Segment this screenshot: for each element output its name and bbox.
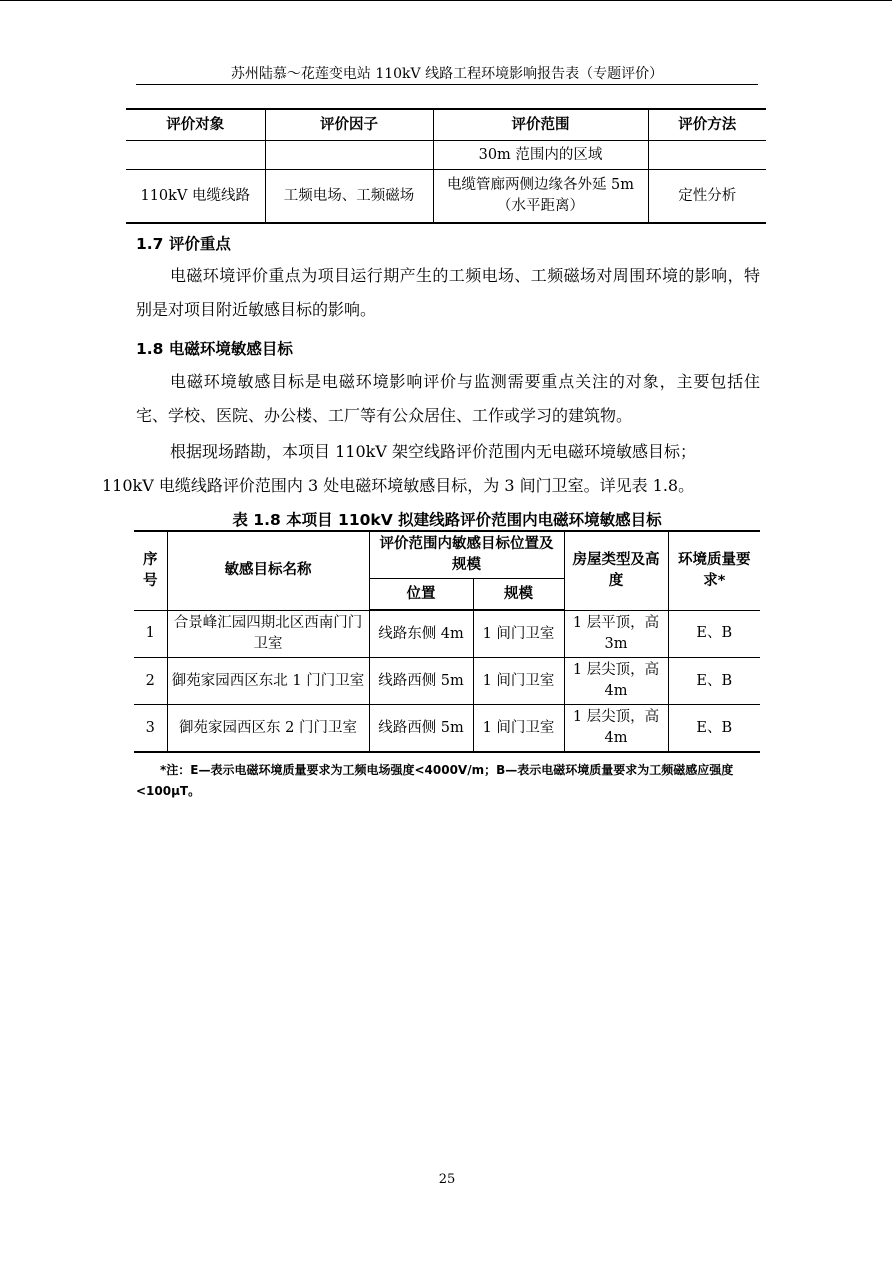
table-header-row: [126, 109, 766, 141]
header-name: 敏感目标名称: [167, 531, 369, 610]
cell-house: 1 层平顶，高 3m: [564, 610, 668, 658]
header-range: 评价范围内敏感目标位置及规模: [369, 531, 564, 579]
page-number: 25: [438, 1172, 456, 1187]
cell-name: 御苑家园西区东 2 门门卫室: [167, 705, 369, 753]
section-1-8-paragraph-2: [102, 435, 760, 503]
paragraph-line: 根据现场踏勘，本项目 110kV 架空线路评价范围内无电磁环境敏感目标；: [170, 442, 696, 461]
section-1-7-paragraph: 电磁环境评价重点为项目运行期产生的工频电场、工频磁场对周围环境的影响，特别是对项目附近敏感目标的影响。: [136, 266, 760, 319]
cell-position: 线路西侧 5m: [369, 658, 473, 705]
section-heading-1-7: 1.7 评价重点: [136, 235, 231, 253]
cell-seq: 2: [134, 658, 167, 705]
cell-quality: E、B: [668, 658, 760, 705]
cell-scale: 1 间门卫室: [473, 610, 564, 658]
header-house: 房屋类型及高度: [564, 531, 668, 610]
evaluation-scope-table: [126, 108, 766, 224]
table-cell: 工频电场、工频磁场: [265, 170, 433, 224]
table-header-cell: 评价因子: [265, 109, 433, 141]
table-cell: 110kV 电缆线路: [140, 187, 251, 204]
table-caption: 表 1.8 本项目 110kV 拟建线路评价范围内电磁环境敏感目标: [232, 511, 662, 529]
table-cell: 定性分析: [648, 170, 766, 224]
cell-seq: 3: [134, 705, 167, 753]
cell-quality: E、B: [668, 705, 760, 753]
cell-name: 合景峰汇园四期北区西南门门卫室: [167, 610, 369, 658]
table-cell: 电缆管廊两侧边缘各外延 5m（水平距离）: [433, 170, 648, 224]
header-seq: 序号: [134, 531, 167, 610]
cell-name: 御苑家园西区东北 1 门门卫室: [167, 658, 369, 705]
table-header-cell: 评价范围: [433, 109, 648, 141]
table-row: [126, 170, 766, 224]
header-quality: 环境质量要求*: [668, 531, 760, 610]
section-1-8-paragraph-1: 电磁环境敏感目标是电磁环境影响评价与监测需要重点关注的对象，主要包括住宅、学校、医院、办公楼、工厂等有公众居住、工作或学习的建筑物。: [136, 372, 760, 425]
table-row: [134, 658, 760, 705]
cell-scale: 1 间门卫室: [473, 705, 564, 753]
table-cell: [126, 141, 265, 170]
cell-seq: 1: [134, 610, 167, 658]
section-heading-1-8: 1.8 电磁环境敏感目标: [136, 340, 293, 358]
table-cell: [265, 141, 433, 170]
cell-quality: E、B: [668, 610, 760, 658]
table-header-cell: 评价方法: [648, 109, 766, 141]
table-header-cell: 评价对象: [126, 109, 265, 141]
header-title: 苏州陆慕～花莲变电站 110kV 线路工程环境影响报告表（专题评价）: [230, 66, 664, 82]
sensitive-targets-table: [134, 530, 760, 753]
cell-position: 线路西侧 5m: [369, 705, 473, 753]
table-row: [126, 141, 766, 170]
table-header-row: [134, 531, 760, 579]
header-rule: [136, 84, 758, 85]
cell-position: 线路东侧 4m: [369, 610, 473, 658]
table-cell: 30m 范围内的区域: [433, 141, 648, 170]
table-cell: [648, 141, 766, 170]
table-footnote: *注：E—表示电磁环境质量要求为工频电场强度<4000V/m；B—表示电磁环境质量要求为工频磁感应强度<100μT。: [136, 763, 734, 798]
table-row: [134, 705, 760, 753]
table-row: [134, 610, 760, 658]
header-scale: 规模: [473, 579, 564, 611]
cell-house: 1 层尖顶，高 4m: [564, 658, 668, 705]
paragraph-line: 110kV 电缆线路评价范围内 3 处电磁环境敏感目标，为 3 间门卫室。详见表 1.8。: [102, 476, 695, 495]
header-position: 位置: [369, 579, 473, 611]
page-top-border: [0, 0, 892, 1]
cell-house: 1 层尖顶，高 4m: [564, 705, 668, 753]
cell-scale: 1 间门卫室: [473, 658, 564, 705]
